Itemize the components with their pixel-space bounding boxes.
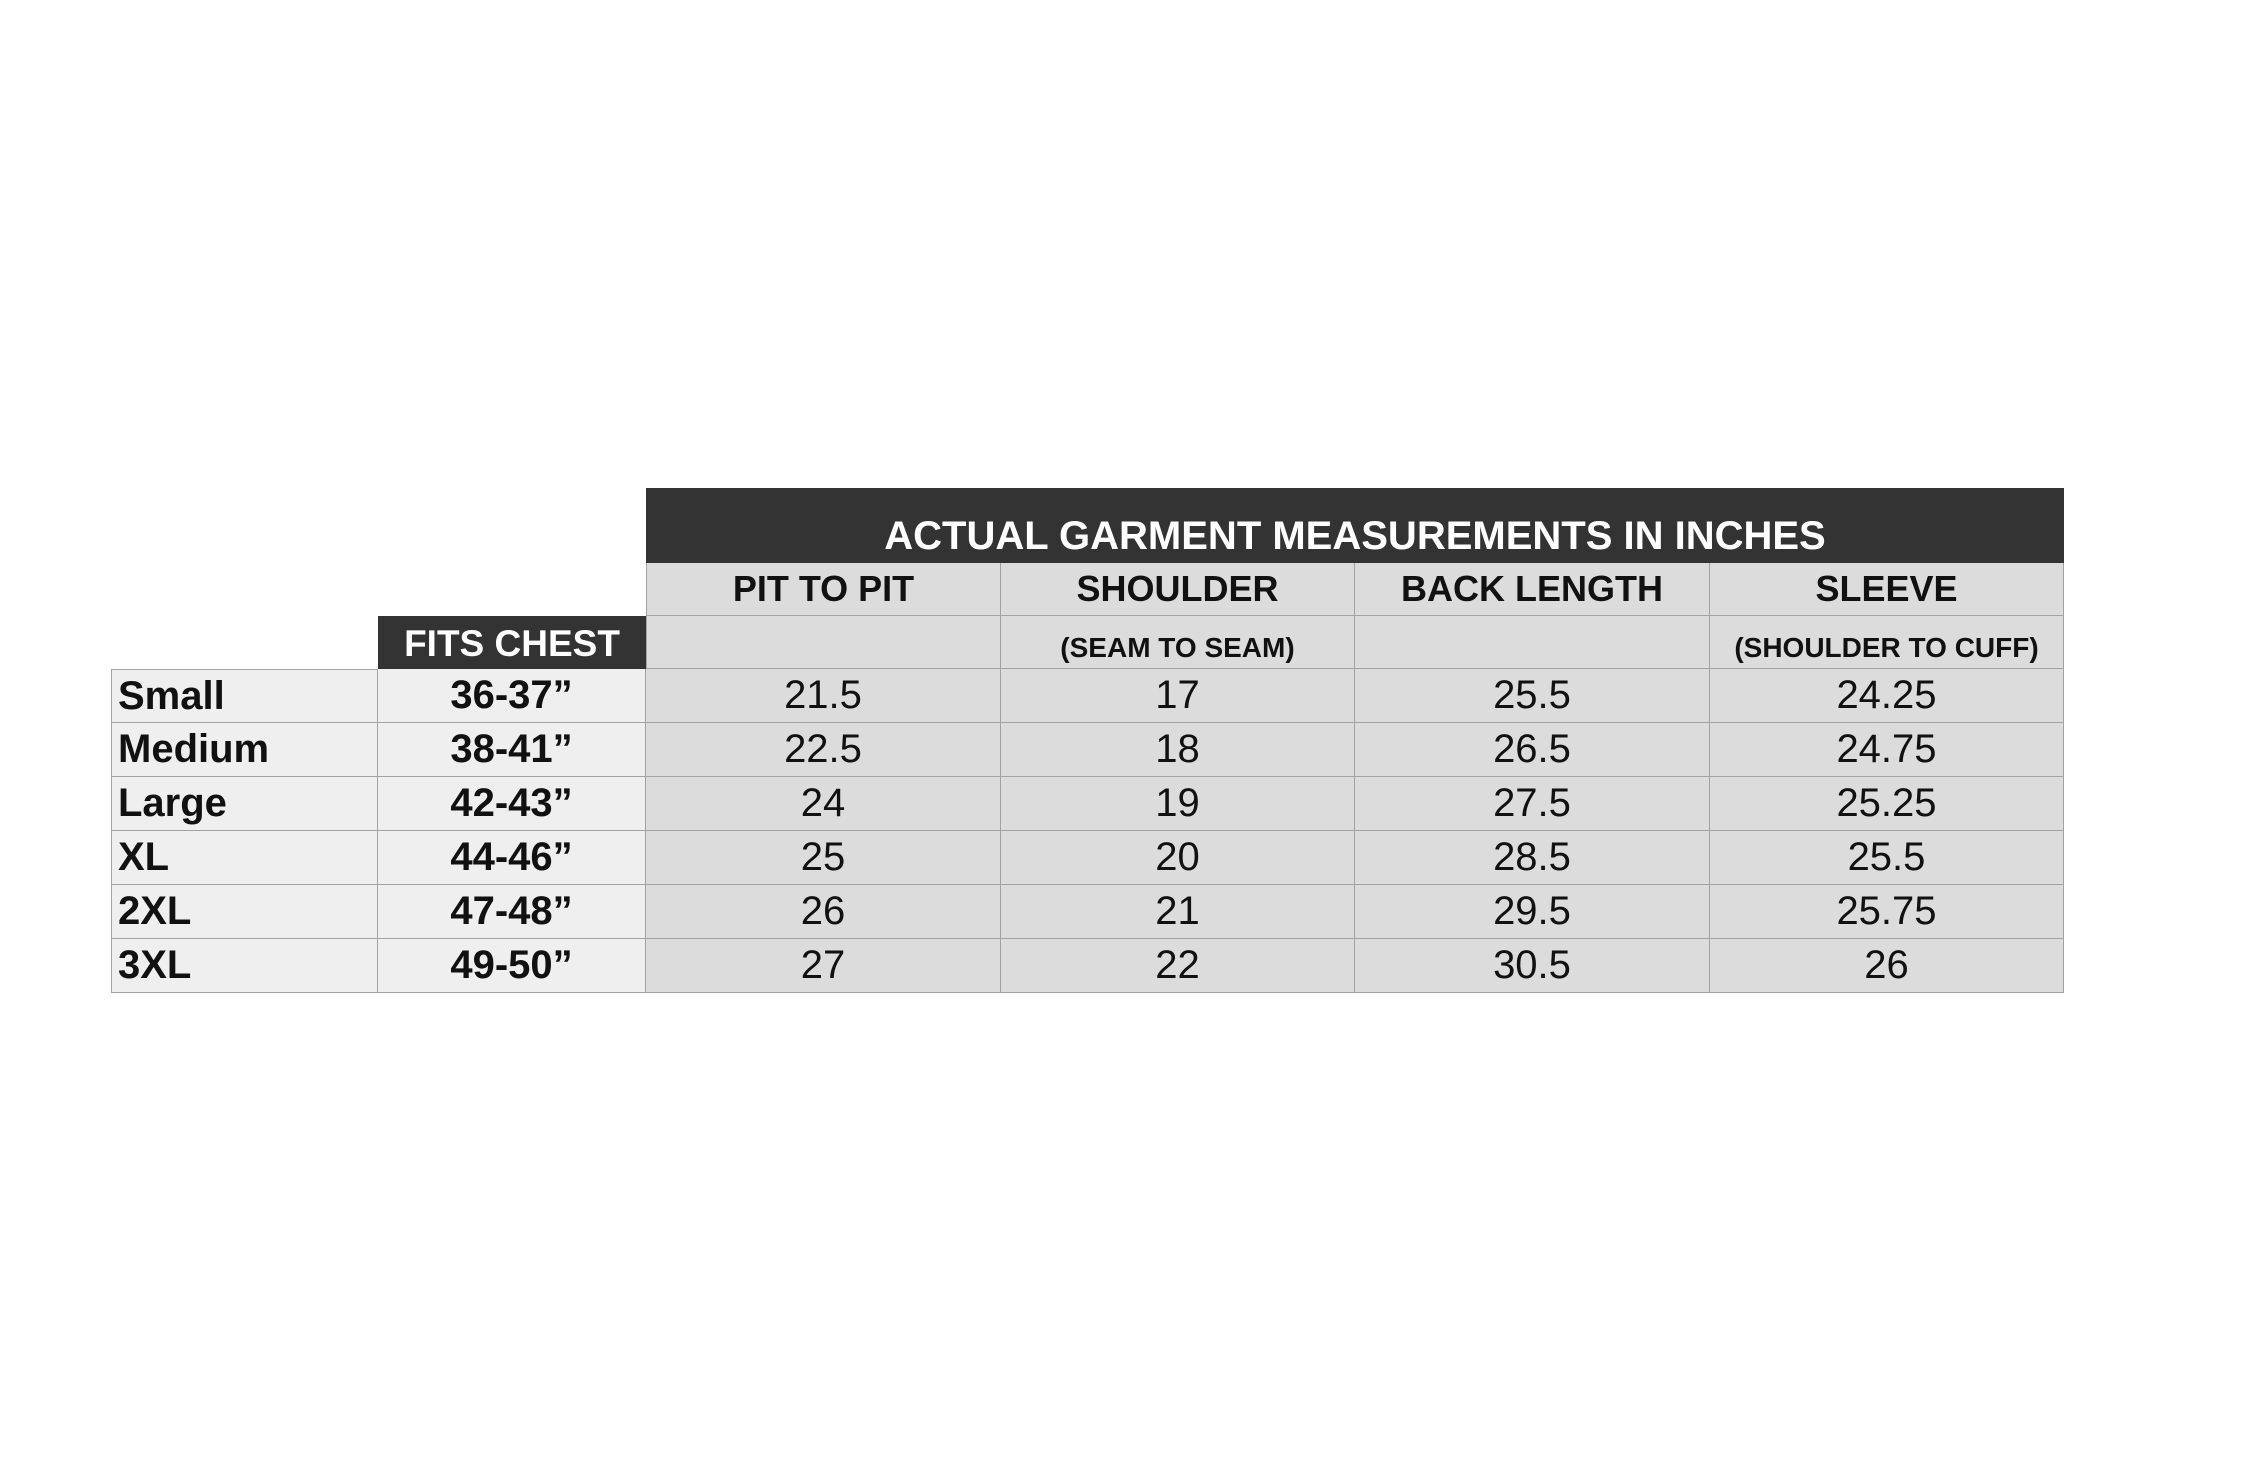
column-header-shoulder: SHOULDER xyxy=(1001,563,1355,616)
chest-range: 36-37” xyxy=(378,669,646,723)
value-back-length: 27.5 xyxy=(1355,777,1710,831)
size-label: 3XL xyxy=(111,939,378,993)
value-sleeve: 25.5 xyxy=(1710,831,2064,885)
chest-range: 42-43” xyxy=(378,777,646,831)
chart-title: ACTUAL GARMENT MEASUREMENTS IN INCHES xyxy=(646,488,2064,563)
value-sleeve: 26 xyxy=(1710,939,2064,993)
value-back-length: 29.5 xyxy=(1355,885,1710,939)
value-pit-to-pit: 24 xyxy=(646,777,1001,831)
value-back-length: 30.5 xyxy=(1355,939,1710,993)
subheader-shoulder: (SEAM TO SEAM) xyxy=(1001,616,1355,669)
value-shoulder: 19 xyxy=(1001,777,1355,831)
chest-range: 47-48” xyxy=(378,885,646,939)
value-back-length: 25.5 xyxy=(1355,669,1710,723)
column-header-pit-to-pit: PIT TO PIT xyxy=(646,563,1001,616)
value-pit-to-pit: 21.5 xyxy=(646,669,1001,723)
size-label: Large xyxy=(111,777,378,831)
value-shoulder: 18 xyxy=(1001,723,1355,777)
value-shoulder: 20 xyxy=(1001,831,1355,885)
size-label: Small xyxy=(111,669,378,723)
value-pit-to-pit: 27 xyxy=(646,939,1001,993)
fits-chest-header: FITS CHEST xyxy=(378,616,646,669)
size-label: Medium xyxy=(111,723,378,777)
value-pit-to-pit: 26 xyxy=(646,885,1001,939)
column-header-back-length: BACK LENGTH xyxy=(1355,563,1710,616)
value-shoulder: 21 xyxy=(1001,885,1355,939)
size-label: XL xyxy=(111,831,378,885)
value-sleeve: 25.25 xyxy=(1710,777,2064,831)
value-back-length: 26.5 xyxy=(1355,723,1710,777)
subheader-pit-to-pit xyxy=(646,616,1001,669)
value-shoulder: 22 xyxy=(1001,939,1355,993)
value-pit-to-pit: 22.5 xyxy=(646,723,1001,777)
subheader-sleeve: (SHOULDER TO CUFF) xyxy=(1710,616,2064,669)
chest-range: 44-46” xyxy=(378,831,646,885)
size-label: 2XL xyxy=(111,885,378,939)
size-chart xyxy=(111,488,2064,993)
value-shoulder: 17 xyxy=(1001,669,1355,723)
value-back-length: 28.5 xyxy=(1355,831,1710,885)
value-pit-to-pit: 25 xyxy=(646,831,1001,885)
chest-range: 49-50” xyxy=(378,939,646,993)
column-header-sleeve: SLEEVE xyxy=(1710,563,2064,616)
chest-range: 38-41” xyxy=(378,723,646,777)
value-sleeve: 25.75 xyxy=(1710,885,2064,939)
subheader-back-length xyxy=(1355,616,1710,669)
value-sleeve: 24.25 xyxy=(1710,669,2064,723)
value-sleeve: 24.75 xyxy=(1710,723,2064,777)
